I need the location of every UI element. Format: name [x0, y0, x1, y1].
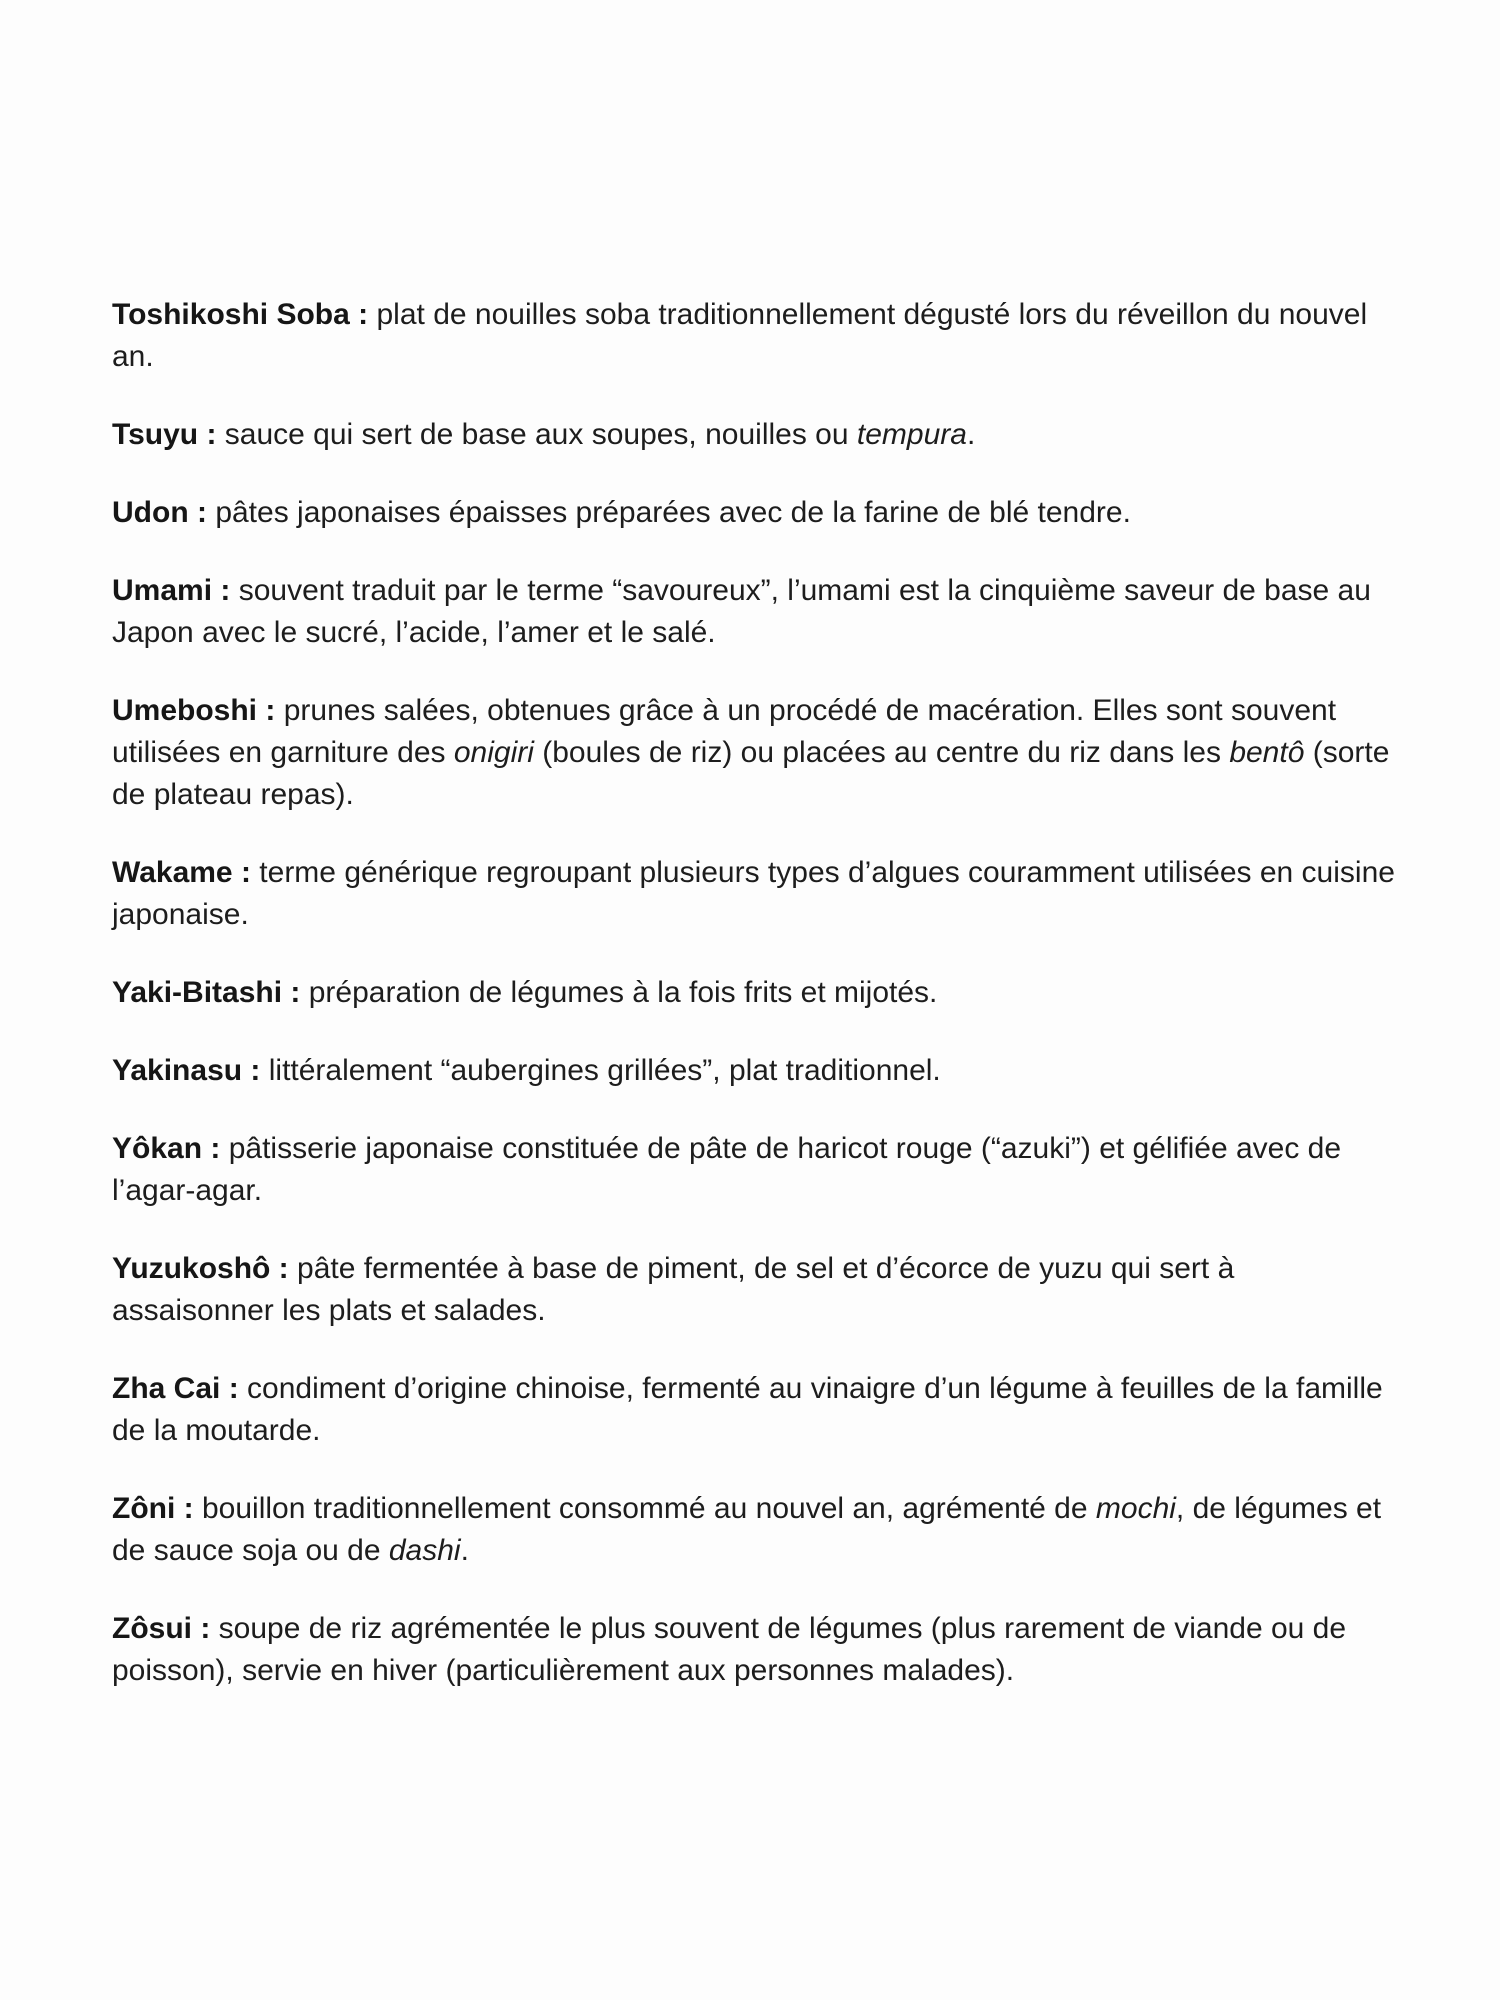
glossary-term: Toshikoshi Soba :	[112, 298, 369, 331]
glossary-entry	[112, 492, 1402, 534]
glossary-term: Tsuyu :	[112, 418, 217, 451]
glossary-entry	[112, 1608, 1402, 1692]
glossary-term: Yakinasu :	[112, 1054, 261, 1087]
glossary-definition-text: (boules de riz) ou placées au centre du riz dans les	[533, 736, 1230, 769]
glossary-term: Yuzukoshô :	[112, 1252, 289, 1285]
glossary-definition-text: (sorte de plateau repas).	[112, 736, 1390, 811]
glossary-entry	[112, 690, 1402, 816]
glossary-term: Yôkan :	[112, 1132, 221, 1165]
glossary-list	[112, 294, 1402, 1692]
glossary-italic-word: mochi	[1095, 1492, 1176, 1525]
glossary-definition-text: bouillon traditionnellement consommé au nouvel an, agrémenté de	[201, 1492, 1096, 1525]
glossary-definition-text: .	[460, 1534, 469, 1567]
glossary-term: Zha Cai :	[112, 1372, 239, 1405]
glossary-italic-word: tempura	[856, 418, 967, 451]
glossary-entry	[112, 1368, 1402, 1452]
glossary-entry	[112, 852, 1402, 936]
glossary-definition-text: littéralement “aubergines grillées”, plat traditionnel.	[268, 1054, 941, 1087]
glossary-term: Zôsui :	[112, 1612, 211, 1645]
glossary-definition-text: pâte fermentée à base de piment, de sel et d’écorce de yuzu qui sert à assaisonner les plats et salades.	[112, 1252, 1235, 1327]
glossary-definition-text: pâtes japonaises épaisses préparées avec de la farine de blé tendre.	[215, 496, 1131, 529]
glossary-definition-text: soupe de riz agrémentée le plus souvent de légumes (plus rarement de viande ou de poisson), servie en hiver (particulièrement aux personnes malades).	[112, 1612, 1347, 1687]
glossary-definition-text: préparation de légumes à la fois frits et mijotés.	[308, 976, 938, 1009]
glossary-entry	[112, 1248, 1402, 1332]
glossary-definition-text: , de légumes et de sauce soja ou de	[112, 1492, 1382, 1567]
glossary-entry	[112, 570, 1402, 654]
glossary-italic-word: bentô	[1229, 736, 1305, 769]
glossary-italic-word: dashi	[388, 1534, 461, 1567]
glossary-definition-text: terme générique regroupant plusieurs types d’algues couramment utilisées en cuisine japonaise.	[112, 856, 1395, 931]
glossary-definition-text: plat de nouilles soba traditionnellement dégusté lors du réveillon du nouvel an.	[112, 298, 1368, 373]
glossary-term: Umami :	[112, 574, 231, 607]
glossary-definition-text: sauce qui sert de base aux soupes, nouilles ou	[224, 418, 857, 451]
glossary-definition-text: souvent traduit par le terme “savoureux”, l’umami est la cinquième saveur de base au Japon avec le sucré, l’acide, l’amer et le salé.	[112, 574, 1371, 649]
glossary-term: Yaki-Bitashi :	[112, 976, 301, 1009]
glossary-definition-text: condiment d’origine chinoise, fermenté au vinaigre d’un légume à feuilles de la famille de la moutarde.	[112, 1372, 1383, 1447]
glossary-definition-text: prunes salées, obtenues grâce à un procédé de macération. Elles sont souvent utilisées en garniture des	[112, 694, 1337, 769]
glossary-entry	[112, 1128, 1402, 1212]
glossary-entry	[112, 1050, 1402, 1092]
glossary-italic-word: onigiri	[453, 736, 534, 769]
glossary-definition-text: pâtisserie japonaise constituée de pâte de haricot rouge (“azuki”) et gélifiée avec de l’agar-agar.	[112, 1132, 1342, 1207]
glossary-entry	[112, 414, 1402, 456]
glossary-term: Umeboshi :	[112, 694, 276, 727]
glossary-entry	[112, 294, 1402, 378]
glossary-entry	[112, 1488, 1402, 1572]
glossary-term: Udon :	[112, 496, 207, 529]
glossary-term: Zôni :	[112, 1492, 194, 1525]
glossary-definition-text: .	[966, 418, 976, 451]
glossary-term: Wakame :	[112, 856, 251, 889]
glossary-entry	[112, 972, 1402, 1014]
